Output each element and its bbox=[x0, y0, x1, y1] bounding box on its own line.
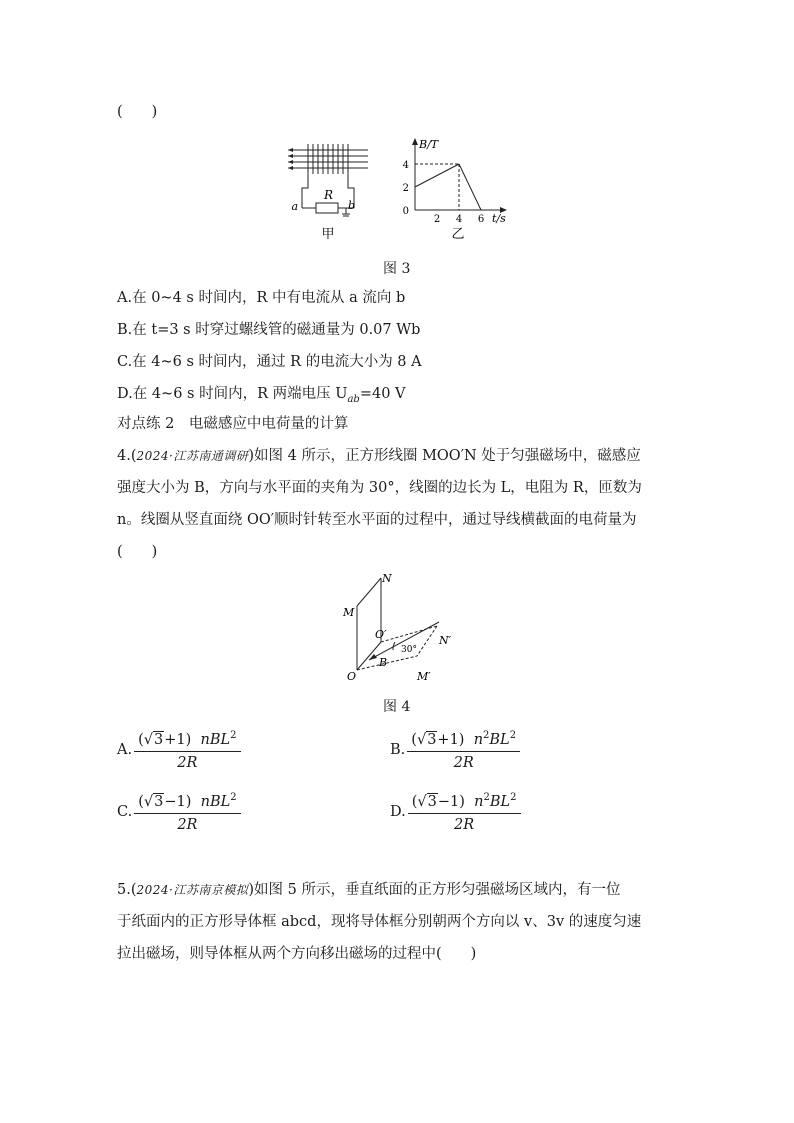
q4-line-1: 4.(2024·江苏南通调研)如图 4 所示，正方形线圈 MOO′N 处于匀强磁场中，磁感应 bbox=[117, 448, 641, 464]
q3-option-d: D.在 4~6 s 时间内，R 两端电压 $U_{ab}=40$ V bbox=[117, 386, 406, 405]
figure-4-caption: 图 4 bbox=[383, 699, 411, 715]
figure-3-solenoid bbox=[280, 138, 380, 248]
figure-4-coil bbox=[335, 568, 465, 686]
q5-line-3: 拉出磁场，则导体框从两个方向移出磁场的过程中( ) bbox=[117, 946, 477, 962]
graph-line-fall bbox=[459, 164, 481, 210]
y-axis-label: B/T bbox=[419, 138, 439, 151]
x-tick-4: 4 bbox=[455, 214, 463, 225]
label-M: M bbox=[343, 606, 355, 619]
label-O: O bbox=[347, 670, 357, 683]
section-heading: 对点练 2 电磁感应中电荷量的计算 bbox=[117, 416, 349, 432]
q4-option-c: C. $\frac{(√3-1) nBL^2}{2R}$ bbox=[117, 792, 241, 833]
label-N-prime: N′ bbox=[439, 634, 452, 647]
y-tick-0: 0 bbox=[402, 206, 409, 217]
q5-line-1: 5.(2024·江苏南京模拟)如图 5 所示，垂直纸面的正方形匀强磁场区域内，有一位 bbox=[117, 882, 621, 898]
q3-option-c: C.在 4~6 s 时间内，通过 R 的电流大小为 8 A bbox=[117, 354, 422, 370]
label-N: N bbox=[382, 572, 392, 585]
x-tick-2: 2 bbox=[433, 214, 441, 225]
y-tick-2: 2 bbox=[402, 183, 409, 194]
q3-option-b: B.在 t=3 s 时穿过螺线管的磁通量为 0.07 Wb bbox=[117, 322, 421, 338]
q3-answer-blank: ( ) bbox=[117, 104, 158, 120]
figure-3-graph bbox=[395, 134, 515, 248]
q3-option-a: A.在 0~4 s 时间内，R 中有电流从 a 流向 b bbox=[117, 290, 406, 306]
q5-line-2: 于纸面内的正方形导体框 abcd，现将导体框分别朝两个方向以 v、3v 的速度匀速 bbox=[117, 914, 642, 930]
label-B: B bbox=[379, 656, 388, 669]
resistor-label: R bbox=[324, 188, 334, 202]
node-b-label: b bbox=[348, 199, 356, 212]
q4-option-b: B. $\frac{(√3+1) n^2BL^2}{2R}$ bbox=[390, 730, 520, 771]
y-tick-4: 4 bbox=[402, 160, 409, 171]
figure-3-caption: 图 3 bbox=[383, 261, 411, 277]
label-O-prime: O′ bbox=[375, 628, 387, 641]
x-axis-label: t/s bbox=[492, 212, 506, 225]
x-tick-6: 6 bbox=[477, 214, 485, 225]
label-M-prime: M′ bbox=[417, 670, 431, 683]
node-a-label: a bbox=[291, 200, 298, 213]
figure-3-left-label: 甲 bbox=[321, 227, 335, 242]
q4-option-d: D. $\frac{(√3-1) n^2BL^2}{2R}$ bbox=[390, 792, 521, 833]
label-angle: 30° bbox=[401, 645, 417, 655]
q4-line-2: 强度大小为 B，方向与水平面的夹角为 30°，线圈的边长为 L，电阻为 R，匝数为 bbox=[117, 480, 642, 496]
q4-line-3: n。线圈从竖直面绕 OO′顺时针转至水平面的过程中，通过导线横截面的电荷量为 bbox=[117, 512, 637, 528]
q4-option-a: A. $\frac{(√3+1) nBL^2}{2R}$ bbox=[117, 730, 241, 771]
graph-line-rise bbox=[415, 164, 459, 187]
q4-answer-blank: ( ) bbox=[117, 544, 158, 560]
figure-3-right-label: 乙 bbox=[451, 227, 465, 242]
